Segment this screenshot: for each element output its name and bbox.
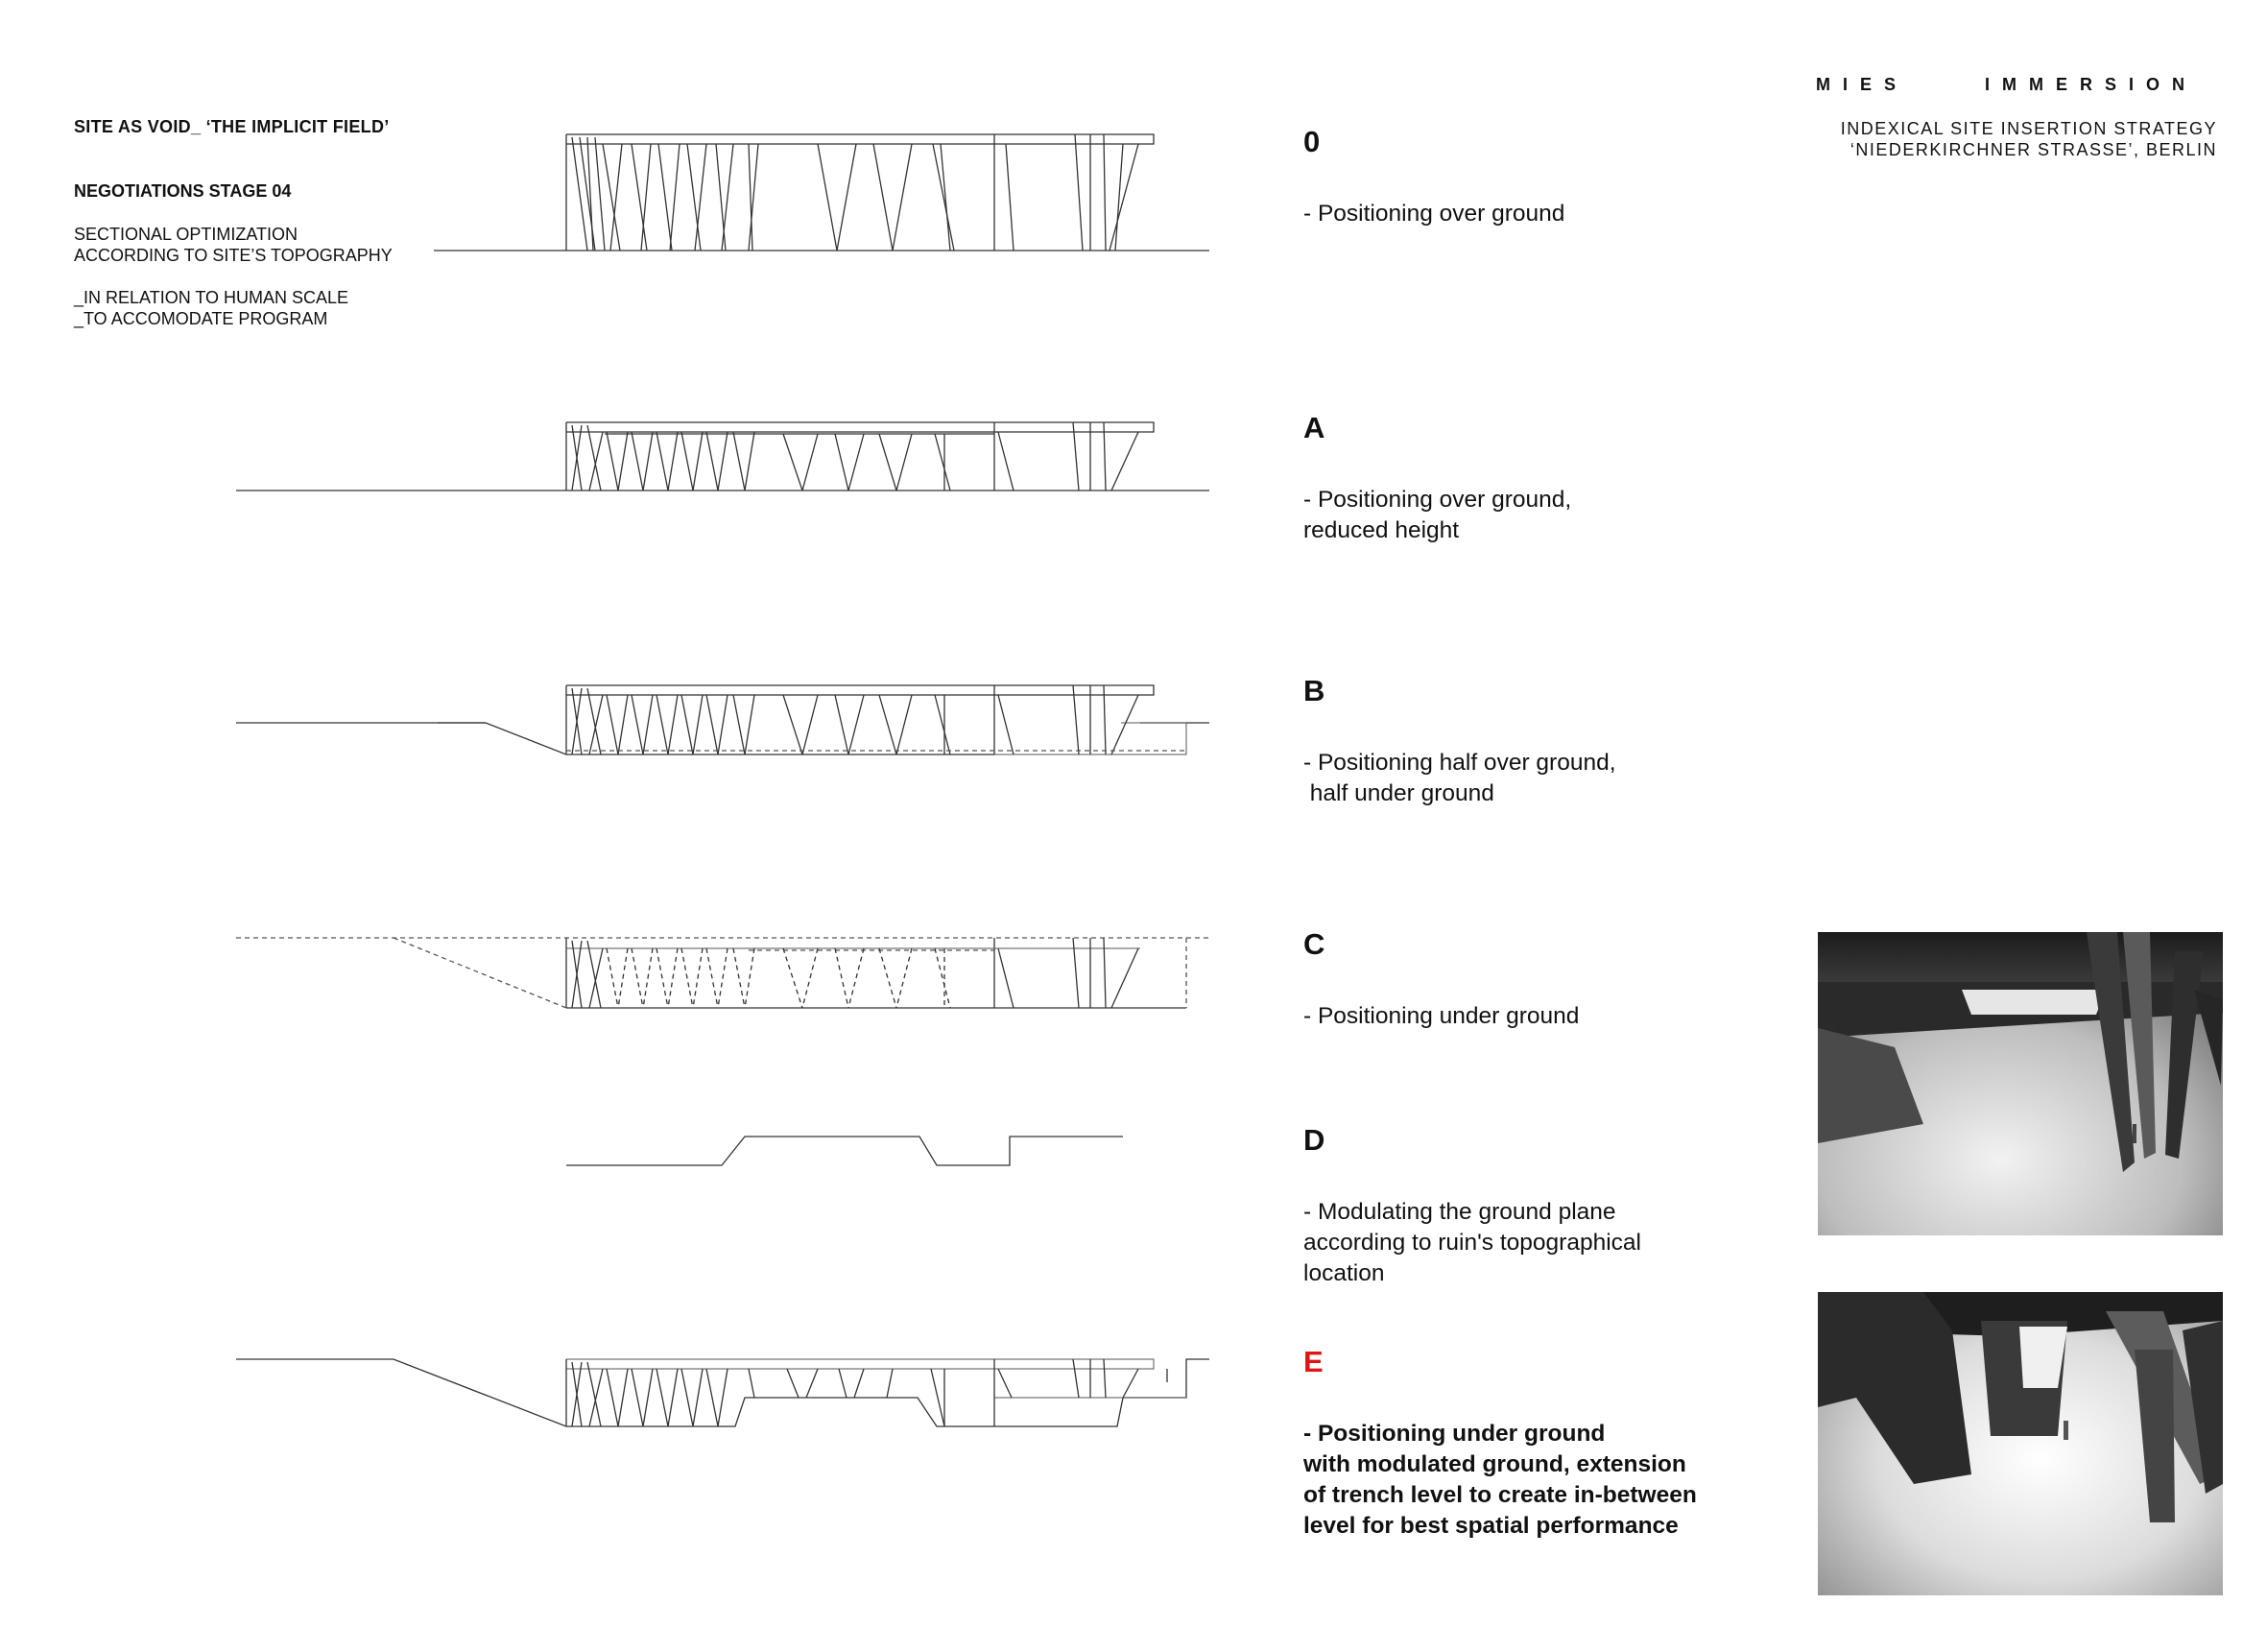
option-desc-d: - Modulating the ground plane according to ruin's topographical location	[1303, 1199, 1641, 1286]
option-desc-0: - Positioning over ground	[1303, 201, 1565, 227]
header-line-2: ACCORDING TO SITE’S TOPOGRAPHY	[74, 246, 393, 265]
site-title: SITE AS VOID_ ‘THE IMPLICIT FIELD’	[74, 117, 390, 136]
stage-title: NEGOTIATIONS STAGE 04	[74, 181, 292, 201]
model-photo-1	[1818, 932, 2223, 1235]
brand-subtitle-1: INDEXICAL SITE INSERTION STRATEGY	[1840, 119, 2217, 138]
section-b	[236, 685, 1209, 754]
header-line-1: SECTIONAL OPTIMIZATION	[74, 225, 298, 244]
option-letter-0: 0	[1303, 125, 1321, 158]
section-a	[236, 422, 1209, 491]
brand-subtitle-2: ‘NIEDERKIRCHNER STRASSE’, BERLIN	[1849, 140, 2217, 159]
option-letter-e: E	[1303, 1345, 1324, 1378]
option-desc-e: - Positioning under ground with modulated ground, extension of trench level to create in-between level for best spatial performance	[1303, 1421, 1697, 1539]
section-e	[236, 1359, 1209, 1426]
brand-word-immersion: IMMERSION	[1985, 75, 2198, 94]
section-0	[434, 134, 1209, 251]
header-line-3: _IN RELATION TO HUMAN SCALE	[74, 288, 349, 307]
section-d	[566, 1137, 1123, 1165]
section-c	[236, 938, 1209, 1008]
header-line-4: _TO ACCOMODATE PROGRAM	[74, 309, 328, 328]
option-letter-d: D	[1303, 1123, 1325, 1157]
option-letter-a: A	[1303, 411, 1325, 444]
model-photo-2	[1818, 1292, 2223, 1595]
option-letter-b: B	[1303, 674, 1325, 707]
option-letter-c: C	[1303, 927, 1325, 961]
option-desc-c: - Positioning under ground	[1303, 1003, 1580, 1029]
brand-word-mies: MIES	[1816, 75, 1909, 94]
option-desc-a: - Positioning over ground, reduced height	[1303, 487, 1572, 543]
option-desc-b: - Positioning half over ground, half under ground	[1303, 750, 1616, 806]
